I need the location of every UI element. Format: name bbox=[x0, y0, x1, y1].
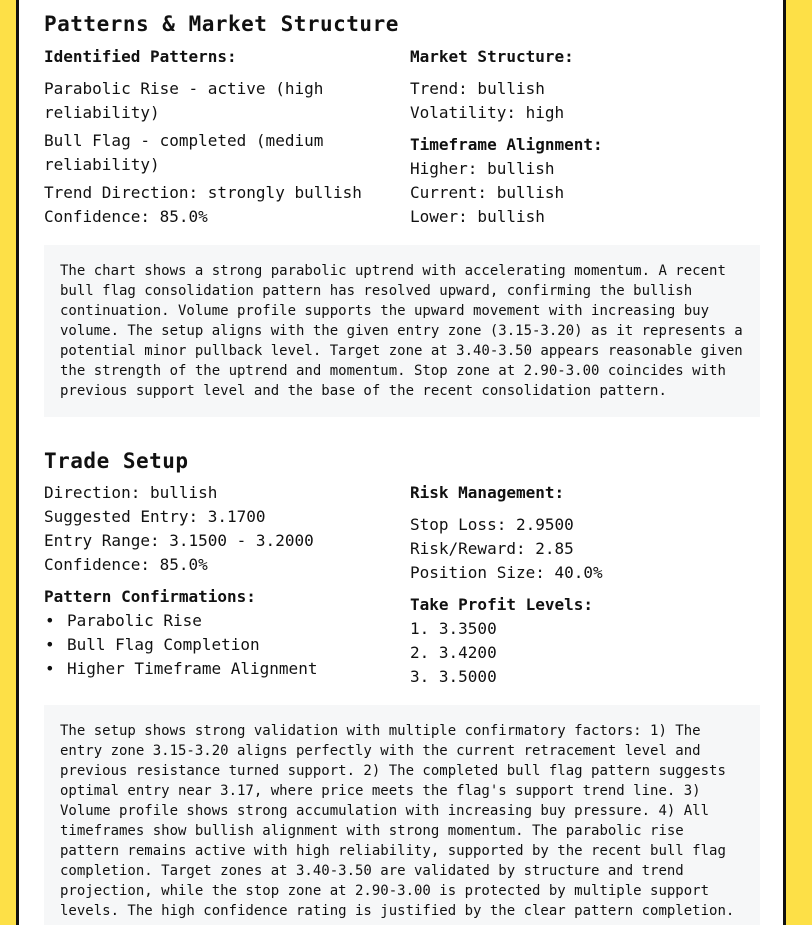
alignment-higher: Higher: bullish bbox=[410, 159, 555, 178]
analysis-panel bbox=[16, 0, 786, 925]
patterns-title: Patterns & Market Structure bbox=[44, 12, 399, 36]
trend-direction: Trend Direction: strongly bullish bbox=[44, 183, 362, 202]
trade-analysis: The setup shows strong validation with multiple confirmatory factors: 1) The entry zone 3.15-3.20 aligns perfectly with the current retracement level and previous resistance turned support. 2) The completed bull flag pattern suggests optimal entry near 3.17, where price meets the flag's support trend line. 3) Volume profile shows strong accumulation with increasing buy pressure. 4) All timeframes show bullish alignment with strong momentum. The parabolic rise pattern remains active with high reliability, supported by the recent bull flag completion. Target zones at 3.40-3.50 are validated by structure and trend projection, while the stop zone at 2.90-3.00 is protected by multiple support levels. The high confidence rating is justified by the clear pattern completion. bbox=[44, 705, 760, 925]
pattern-item: Bull Flag - completed (medium reliability) bbox=[44, 131, 324, 174]
bullet-icon: • bbox=[45, 611, 55, 630]
risk-reward: Risk/Reward: 2.85 bbox=[410, 539, 574, 558]
trade-details bbox=[44, 481, 410, 689]
market-structure bbox=[410, 45, 760, 229]
tp-level: 1. 3.3500 bbox=[410, 619, 497, 638]
trade-direction: Direction: bullish bbox=[44, 483, 218, 502]
position-size: Position Size: 40.0% bbox=[410, 563, 603, 582]
trade-title: Trade Setup bbox=[44, 449, 189, 473]
structure-trend: Trend: bullish bbox=[410, 79, 545, 98]
confirmations-list bbox=[44, 609, 410, 681]
patterns-columns bbox=[44, 45, 760, 229]
structure-volatility: Volatility: high bbox=[410, 103, 565, 122]
panel-content bbox=[44, 0, 760, 925]
list-item: • Higher Timeframe Alignment bbox=[44, 657, 410, 681]
risk-management bbox=[410, 481, 760, 689]
bullet-icon: • bbox=[45, 659, 55, 678]
trade-columns bbox=[44, 481, 760, 689]
risk-heading: Risk Management: bbox=[410, 483, 565, 502]
stop-loss: Stop Loss: 2.9500 bbox=[410, 515, 574, 534]
alignment-current: Current: bullish bbox=[410, 183, 565, 202]
tp-level: 3. 3.5000 bbox=[410, 667, 497, 686]
pattern-item: Parabolic Rise - active (high reliability) bbox=[44, 79, 324, 122]
patterns-confidence: Confidence: 85.0% bbox=[44, 207, 208, 226]
alignment-lower: Lower: bullish bbox=[410, 207, 545, 226]
suggested-entry: Suggested Entry: 3.1700 bbox=[44, 507, 266, 526]
structure-heading: Market Structure: bbox=[410, 47, 574, 66]
tp-heading: Take Profit Levels: bbox=[410, 595, 594, 614]
identified-heading: Identified Patterns: bbox=[44, 47, 237, 66]
list-item: • Parabolic Rise bbox=[44, 609, 410, 633]
bullet-icon: • bbox=[45, 635, 55, 654]
identified-patterns bbox=[44, 45, 410, 229]
tp-level: 2. 3.4200 bbox=[410, 643, 497, 662]
list-item: • Bull Flag Completion bbox=[44, 633, 410, 657]
trade-confidence: Confidence: 85.0% bbox=[44, 555, 208, 574]
entry-range: Entry Range: 3.1500 - 3.2000 bbox=[44, 531, 314, 550]
alignment-heading: Timeframe Alignment: bbox=[410, 135, 603, 154]
patterns-analysis: The chart shows a strong parabolic uptrend with accelerating momentum. A recent bull flag consolidation pattern has resolved upward, confirming the bullish continuation. Volume profile supports the upward movement with increasing buy volume. The setup aligns with the given entry zone (3.15-3.20) as it represents a potential minor pullback level. Target zone at 3.40-3.50 appears reasonable given the strength of the uptrend and momentum. Stop zone at 2.90-3.00 coincides with previous support level and the base of the recent consolidation pattern. bbox=[44, 245, 760, 417]
confirmations-heading: Pattern Confirmations: bbox=[44, 587, 256, 606]
